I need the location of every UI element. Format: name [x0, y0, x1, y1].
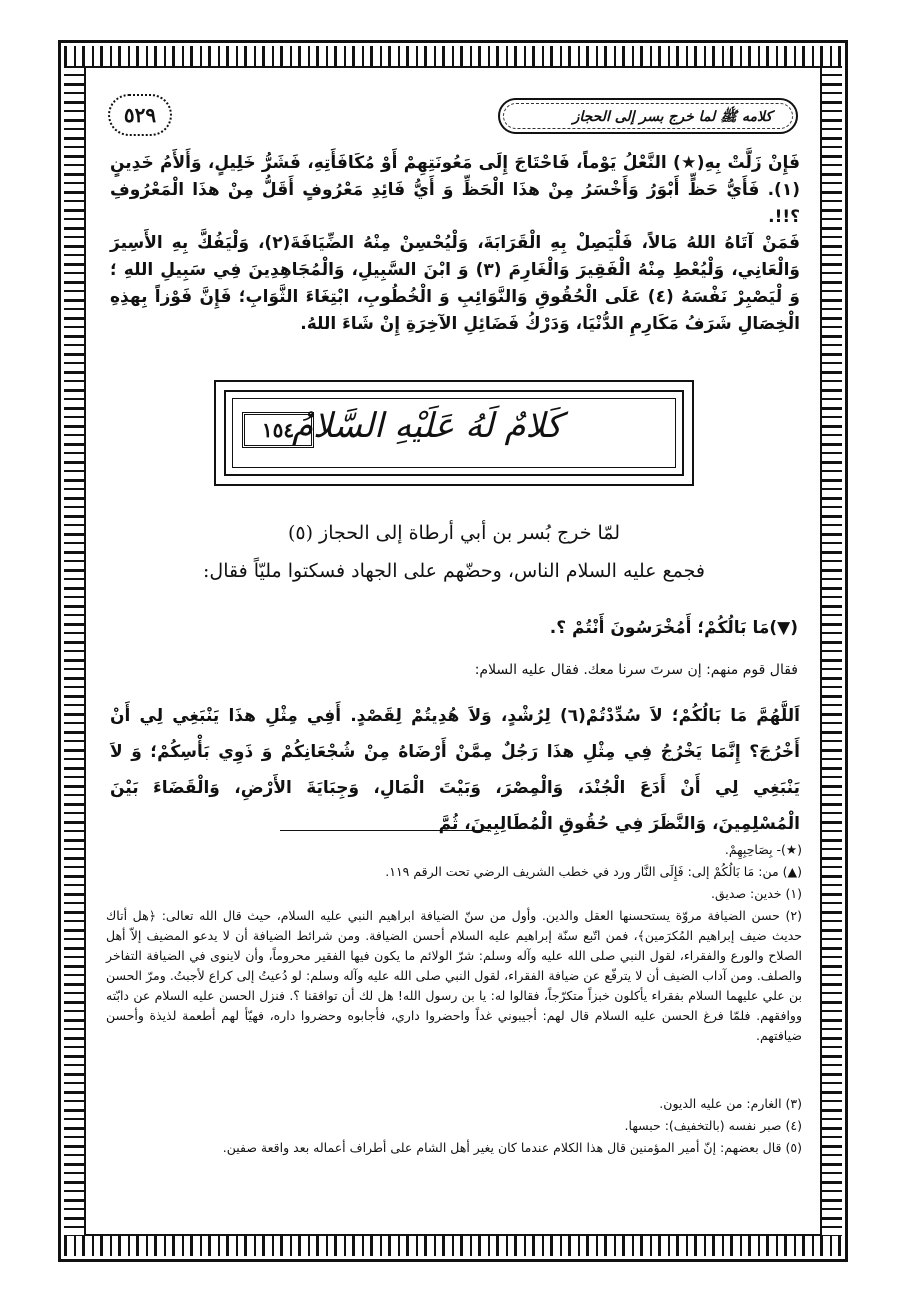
footnote-5: (٥) قال بعضهم: إنّ أمير المؤمنين قال هذا الكلام عندما كان يغير أهل الشام على أطراف أعماله بعد واقعة صفين.: [222, 1140, 802, 1155]
paragraph-2: فَمَنْ آتَاهُ اللهُ مَالاً، فَلْيَصِلْ بِهِ الْقَرَابَةَ، وَلْيُحْسِنْ مِنْهُ الضِّيَافَةَ(٢)، وَلْيَفُكَّ بِهِ الأَسِيرَ وَالْعَانِي، وَلْيُعْطِ مِنْهُ الْفَقِيرَ وَالْغَارِمَ (٣) وَ ابْنَ السَّبِيلِ، وَالْمُجَاهِدِينَ فِي سَبِيلِ اللهِ ؛ وَ لْيَصْبِرْ نَفْسَهُ (٤) عَلَى الْحُقُوقِ وَالنَّوَائِبِ وَ الْخُطُوبِ، ابْتِغَاءَ الثَّوَابِ؛ فَإِنَّ فَوْزاً بِهذِهِ الْخِصَالِ شَرَفُ مَكَارِمِ الدُّنْيَا، وَدَرْكُ فَضَائِلِ الآخِرَةِ إِنْ شَاءَ اللهُ.: [110, 233, 800, 334]
sermon-title: كَلامٌ لَهُ عَلَيْهِ السَّلامُ: [291, 406, 562, 446]
footnote-3: (٣) الغارم: من عليه الديون.: [659, 1096, 802, 1111]
footnote-4: (٤) صبر نفسه (بالتخفيف): حبسها.: [624, 1118, 802, 1133]
narration-line: فقال قوم منهم: إن سرتَ سرنا معك. فقال عليه السلام:: [474, 662, 798, 678]
page-number: ٥٢٩: [108, 94, 172, 136]
quote-line: (▼)مَا بَالُكُمْ؛ أَمُخْرَسُونَ أَنْتُمْ ؟.: [549, 618, 798, 638]
running-header: [498, 98, 798, 134]
sermon-context: فجمع عليه السلام الناس، وحضّهم على الجهاد فسكتوا مليّاً فقال:: [202, 560, 705, 582]
footnote-divider: [280, 830, 490, 831]
footnote-triangle: (▲) من: مَا بَالُكُمْ إلى: فَإِلَى النَّار ورد في خطب الشريف الرضي تحت الرقم ١١٩.: [385, 864, 802, 879]
running-header-title: كلامه ﷺ لما خرج بسر إلى الحجاز: [572, 109, 772, 125]
footnote-star: (★)- بِصَاحِبِهِمْ.: [724, 842, 802, 857]
sermon-occasion: لمّا خرج بُسر بن أبي أرطاة إلى الحجاز (٥): [287, 522, 621, 544]
page-content: [100, 80, 808, 1220]
footnote-1: (١) خدين: صديق.: [711, 886, 802, 901]
paragraph-3: اَللَّهُمَّ مَا بَالُكُمْ؛ لاَ سُدِّدْتُمْ(٦) لِرُشْدٍ، وَلاَ هُدِيتُمْ لِقَصْدٍ. أَفِي مِثْلِ هذَا يَنْبَغِي لِي أَنْ أَخْرُجَ؟ إِنَّمَا يَخْرُجُ فِي مِثْلِ هذَا رَجُلٌ مِمَّنْ أَرْضَاهُ مِنْ شُجْعَانِكُمْ وَ ذَوِي بَأْسِكُمْ؛ وَ لاَ يَنْبَغِي لِي أَنْ أَدَعَ الْجُنْدَ، وَالْمِصْرَ، وَبَيْتَ الْمَالِ، وَجِبَايَةَ الأَرْضِ، وَالْقَضَاءَ بَيْنَ الْمُسْلِمِينَ، وَالنَّظَرَ فِي حُقُوقِ الْمُطَالِبِينَ، ثُمَّ: [110, 706, 800, 834]
sermon-banner: [214, 380, 694, 486]
paragraph-1: فَإِنْ زَلَّتْ بِهِ(★) النَّعْلُ يَوْماً، فَاحْتَاجَ إِلَى مَعُونَتِهِمْ أَوْ مُكَافَأَتِهِ، فَشَرُّ خَلِيلٍ، وَأَلأَمُ خَدِينٍ (١). فَأَيُّ حَظٍّ أَبْوَرُ وَأَخْسَرُ مِنْ هذَا الْحَظِّ وَ أَيُّ فَائِدِ مَعْرُوفٍ أَقَلُّ مِنْ هذَا الْمَعْرُوفِ ؟!!.: [110, 153, 800, 227]
footnote-2: (٢) حسن الضيافة مروّة يستحسنها العقل والدين. وأول من سنّ الضيافة ابراهيم النبي عليه السلام، حيث قال الله تعالى: ﴿هل أتاك حديث ضيف إبراهيم المُكرَمين﴾، فمن اتّبع سنّة إبراهيم عليه السلام أحسن الضيافة. ومن شرائط الضيافة أن لا يدعو المضيف إلاّ أهل الصلاح والورع والفقراء، لقول النبي صلى الله عليه وآله وسلم: شرّ الولائم ما يكون فيها الفقير محروماً، وأن لاينوى في الضيافة التفاخر والصلف. ومن آداب الضيف أن لا يترفّع عن ضيافة الفقراء، لقول النبي صلى الله عليه وآله وسلم: لو دُعيتُ إلى كراع لأجبتُ. ومرّ الحسن بن علي عليهما السلام بفقراء يأكلون خبزاً متكرّجاً، فقالوا له: يا بن رسول الله! هل لك أن توافقنا ؟. فنزل الحسن عليه السلام عن دابّته ووافقهم. فلمّا فرغ الحسن عليه السلام قال لهم: أجيبوني غداً واحضروا داري، فأجابوه وحضروا داره، فهيّأ لهم أطعمة لذيذة وأحسن ضيافتهم.: [106, 908, 802, 1043]
sermon-number: ١٥٤: [242, 412, 314, 448]
